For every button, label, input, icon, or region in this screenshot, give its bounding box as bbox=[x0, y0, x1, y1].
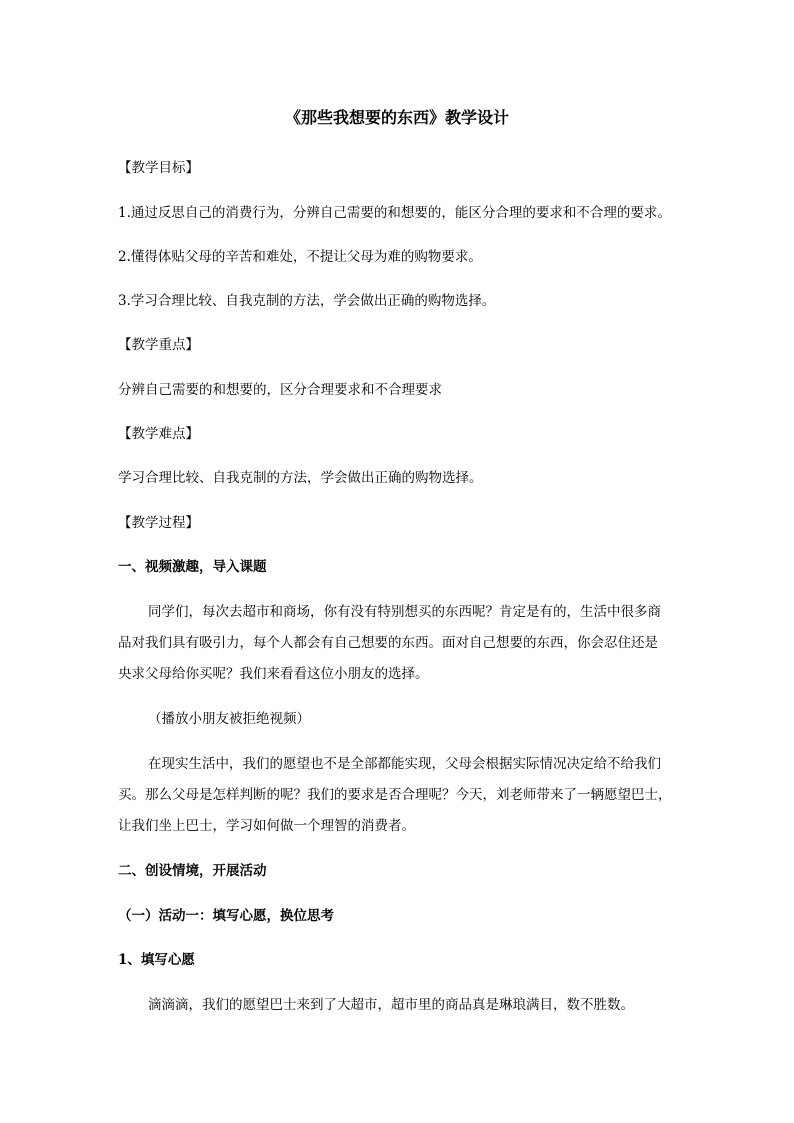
paragraph-2-line-3: 让我们坐上巴士，学习如何做一个理智的消费者。 bbox=[118, 818, 415, 834]
paragraph-1-line-2: 品对我们具有吸引力，每个人都会有自己想要的东西。面对自己想要的东西，你会忍住还是 bbox=[118, 635, 658, 651]
activity-1-heading: （一）活动一：填写心愿，换位思考 bbox=[118, 908, 334, 924]
goal-item-2: 2.懂得体贴父母的辛苦和难处，不提让父母为难的购物要求。 bbox=[118, 249, 482, 265]
sub-section-1-heading: 1、填写心愿 bbox=[118, 952, 195, 968]
process-heading: 【教学过程】 bbox=[118, 515, 199, 531]
document-title: 《那些我想要的东西》教学设计 bbox=[284, 108, 509, 127]
video-note: （播放小朋友被拒绝视频） bbox=[148, 711, 310, 727]
section-2-heading: 二、创设情境，开展活动 bbox=[118, 863, 267, 879]
difficulty-heading: 【教学难点】 bbox=[118, 426, 199, 442]
paragraph-2-line-2: 买。那么父母是怎样判断的呢？我们的要求是否合理呢？今天，刘老师带来了一辆愿望巴士， bbox=[118, 787, 672, 803]
paragraph-1-line-1: 同学们，每次去超市和商场，你有没有特别想买的东西呢？肯定是有的，生活中很多商 bbox=[148, 604, 661, 620]
paragraph-1-line-3: 央求父母给你买呢？我们来看看这位小朋友的选择。 bbox=[118, 666, 429, 682]
paragraph-2-line-1: 在现实生活中，我们的愿望也不是全部都能实现，父母会根据实际情况决定给不给我们 bbox=[148, 756, 661, 772]
difficulty-text: 学习合理比较、自我克制的方法，学会做出正确的购物选择。 bbox=[118, 470, 483, 486]
key-points-heading: 【教学重点】 bbox=[118, 337, 199, 353]
section-1-heading: 一、视频激趣，导入课题 bbox=[118, 559, 267, 575]
goals-heading: 【教学目标】 bbox=[118, 160, 199, 176]
paragraph-3: 滴滴滴，我们的愿望巴士来到了大超市，超市里的商品真是琳琅满目，数不胜数。 bbox=[148, 997, 634, 1013]
goal-item-1: 1.通过反思自己的消费行为，分辨自己需要的和想要的，能区分合理的要求和不合理的要求。 bbox=[118, 205, 671, 221]
key-points-text: 分辨自己需要的和想要的，区分合理要求和不合理要求 bbox=[118, 382, 442, 398]
goal-item-3: 3.学习合理比较、自我克制的方法，学会做出正确的购物选择。 bbox=[118, 293, 496, 309]
